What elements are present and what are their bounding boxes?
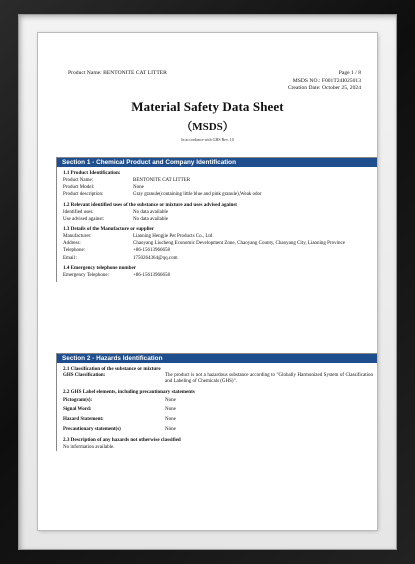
field-row	[57, 425, 377, 435]
sub-1-3: 1.3 Details of the Manufacture or supplier	[63, 226, 155, 233]
field-row	[57, 405, 377, 415]
field-label: Hazard Statement:	[63, 417, 104, 422]
section-2	[56, 353, 377, 451]
field-label: Identified uses:	[63, 209, 94, 215]
header-product-name: Product Name: BENTONITE CAT LITTER	[68, 70, 167, 76]
field-label: GHS Classification:	[63, 373, 106, 378]
field-label: Telephone:	[63, 248, 86, 254]
field-value: Chaoyang Liucheng Economic Development Zone, Chaoyang County, Chaoyang City, Liaoning Province	[133, 241, 345, 247]
field-row	[57, 415, 377, 425]
field-label: Email：	[63, 255, 80, 261]
field-value: The product is not a hazardous substance according to "Globally Harmonized System of Classification and Labeling of Chemicals (GHS)".	[165, 373, 373, 385]
msds-number: MSDS NO.: F001T24I025013	[292, 77, 361, 84]
accordance-note: In accordance with GHS Rev. 10	[181, 137, 234, 142]
document-title: Material Safety Data Sheet	[131, 99, 284, 114]
field-row	[57, 209, 377, 216]
field-value: No data available	[133, 209, 168, 215]
sub-2-3: 2.3 Description of any hazards not otherwise classified	[63, 437, 181, 444]
field-label: Product Model:	[63, 185, 95, 191]
header-meta	[288, 70, 361, 93]
field-label: Signal Word:	[63, 407, 92, 413]
field-value: None	[165, 426, 176, 432]
field-value: None	[165, 407, 176, 413]
field-value: Liaoning Hengjie Pet Products Co., Ltd	[133, 234, 213, 240]
field-value: None	[165, 417, 176, 422]
page-number: Page 1 / 8	[338, 70, 361, 76]
field-row	[57, 177, 377, 184]
field-label: Address:	[63, 241, 81, 247]
document-subtitle: （MSDS）	[181, 121, 234, 133]
field-row	[57, 240, 377, 247]
field-value: None	[165, 397, 176, 403]
creation-date: Creation Date: October 25, 2024	[287, 85, 361, 92]
field-value: +86-15613966658	[133, 272, 170, 278]
field-row	[57, 373, 377, 386]
msds-document	[38, 33, 377, 530]
sub-2-2: 2.2 GHS Label elements, including precautionary statements	[63, 388, 195, 395]
section-1-heading: Section 1 - Chemical Product and Company Identification	[57, 158, 377, 167]
field-value: Gray granule(containing little blue and pink granule),Weak odor	[133, 192, 262, 198]
field-row	[57, 255, 377, 262]
field-value: +86-15613966658	[133, 248, 170, 254]
field-row	[57, 184, 377, 191]
field-row	[57, 396, 377, 406]
field-value: BENTONITE CAT LITTER	[133, 178, 191, 183]
sub-1-2: 1.2 Relevant identified uses of the substance or mixture and uses advised against	[63, 201, 238, 208]
section-1	[56, 157, 377, 282]
sub-2-1: 2.1 Classification of the substance or mixture	[63, 366, 161, 372]
field-label: Precautionary statement(s)	[63, 426, 121, 432]
field-label: Pictogram(s):	[63, 397, 93, 403]
field-label: Use advised against:	[63, 216, 105, 222]
sub-1-1: 1.1 Product Identification:	[63, 170, 121, 176]
field-row	[57, 191, 377, 198]
field-label: Product description:	[63, 192, 104, 198]
field-value: 1750264364@qq.com	[133, 255, 178, 261]
other-hazards-text: No information available.	[63, 445, 115, 451]
field-label: Product Name:	[63, 178, 94, 183]
field-row	[57, 272, 377, 279]
field-value: None	[133, 185, 144, 191]
field-row	[57, 216, 377, 223]
section-2-heading: Section 2 - Hazards Identification	[57, 354, 377, 363]
field-label: Emergency Telephone:	[63, 272, 109, 278]
field-label: Manufacturer:	[63, 234, 92, 240]
sub-1-4: 1.4 Emergency telephone number	[63, 264, 137, 271]
field-row	[57, 247, 377, 254]
field-row	[57, 233, 377, 240]
field-value: No data available	[133, 216, 168, 222]
